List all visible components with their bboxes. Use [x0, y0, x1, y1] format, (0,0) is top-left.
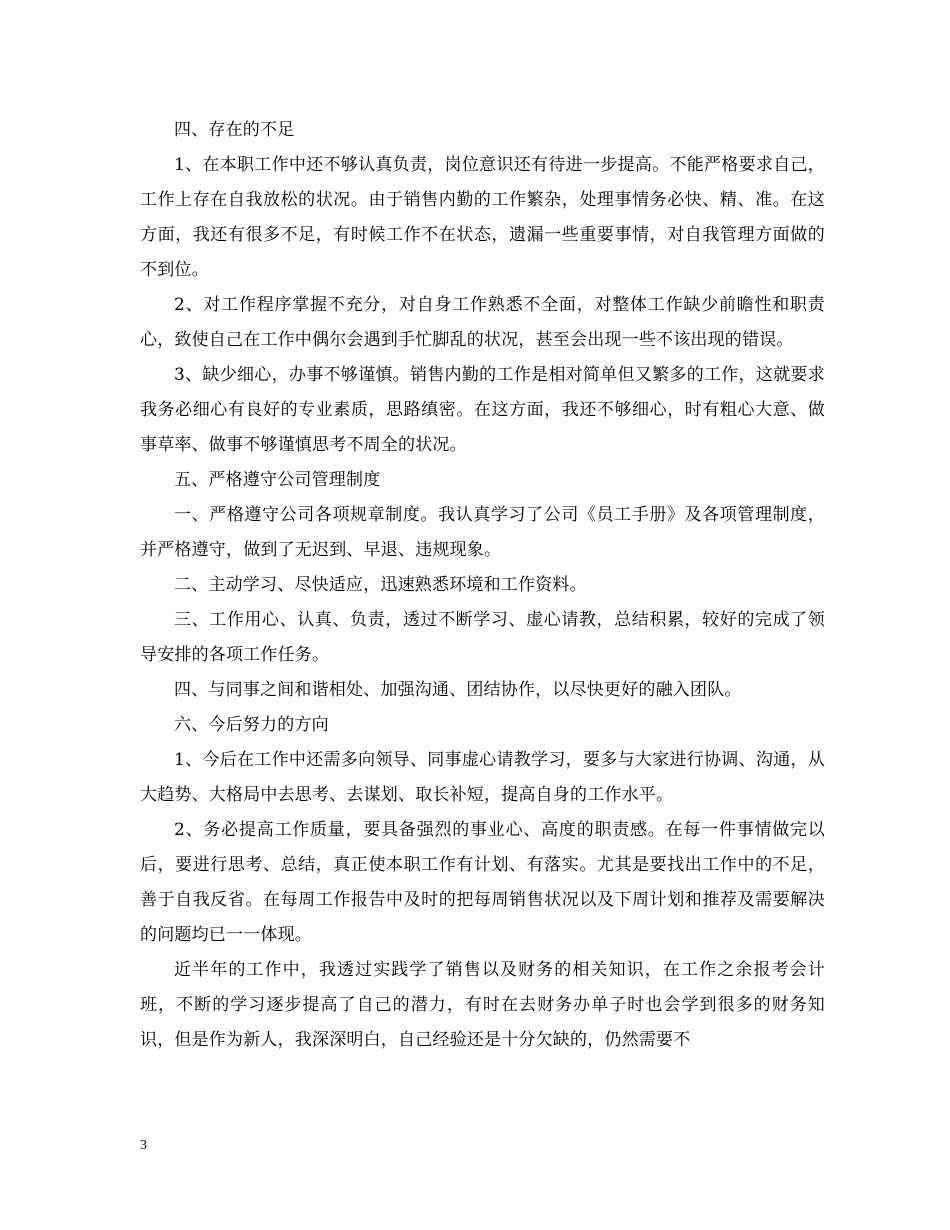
- paragraph: 3、缺少细心，办事不够谨慎。销售内勤的工作是相对简单但又繁多的工作，这就要求我务必细心有良好的专业素质，思路缜密。在这方面，我还不够细心，时有粗心大意、做事草率、做事不够谨慎思考不周全的状况。: [140, 365, 825, 455]
- paragraph: 1、在本职工作中还不够认真负责，岗位意识还有待进一步提高。不能严格要求自己，工作上存在自我放松的状况。由于销售内勤的工作繁杂，处理事情务必快、精、准。在这方面，我还有很多不足，有时候工作不在状态，遗漏一些重要事情，对自我管理方面做的不到位。: [140, 155, 825, 280]
- paragraph: 近半年的工作中，我透过实践学了销售以及财务的相关知识，在工作之余报考会计班，不断的学习逐步提高了自己的潜力，有时在去财务办单子时也会学到很多的财务知识，但是作为新人，我深深明白，自己经验还是十分欠缺的，仍然需要不: [140, 960, 825, 1050]
- page-number: 3: [140, 1138, 147, 1153]
- paragraph: 二、主动学习、尽快适应，迅速熟悉环境和工作资料。: [174, 575, 587, 595]
- section-heading-rules: 五、严格遵守公司管理制度: [174, 470, 381, 490]
- paragraph: 四、与同事之间和谐相处、加强沟通、团结协作，以尽快更好的融入团队。: [174, 680, 742, 700]
- paragraph: 一、严格遵守公司各项规章制度。我认真学习了公司《员工手册》及各项管理制度，并严格遵守，做到了无迟到、早退、违规现象。: [140, 505, 825, 560]
- paragraph: 三、工作用心、认真、负责，透过不断学习、虚心请教，总结积累，较好的完成了领导安排的各项工作任务。: [140, 610, 825, 665]
- paragraph: 1、今后在工作中还需多向领导、同事虚心请教学习，要多与大家进行协调、沟通，从大趋势、大格局中去思考、去谋划、取长补短，提高自身的工作水平。: [140, 750, 825, 805]
- document-body: [140, 113, 825, 1058]
- paragraph: 2、务必提高工作质量，要具备强烈的事业心、高度的职责感。在每一件事情做完以后，要进行思考、总结，真正使本职工作有计划、有落实。尤其是要找出工作中的不足，善于自我反省。在每周工作报告中及时的把每周销售状况以及下周计划和推荐及需要解决的问题均已一一体现。: [140, 820, 825, 945]
- section-heading-shortcomings: 四、存在的不足: [174, 120, 295, 140]
- section-heading-future: 六、今后努力的方向: [174, 715, 329, 735]
- paragraph: 2、对工作程序掌握不充分，对自身工作熟悉不全面，对整体工作缺少前瞻性和职责心，致使自己在工作中偶尔会遇到手忙脚乱的状况，甚至会出现一些不该出现的错误。: [140, 295, 825, 350]
